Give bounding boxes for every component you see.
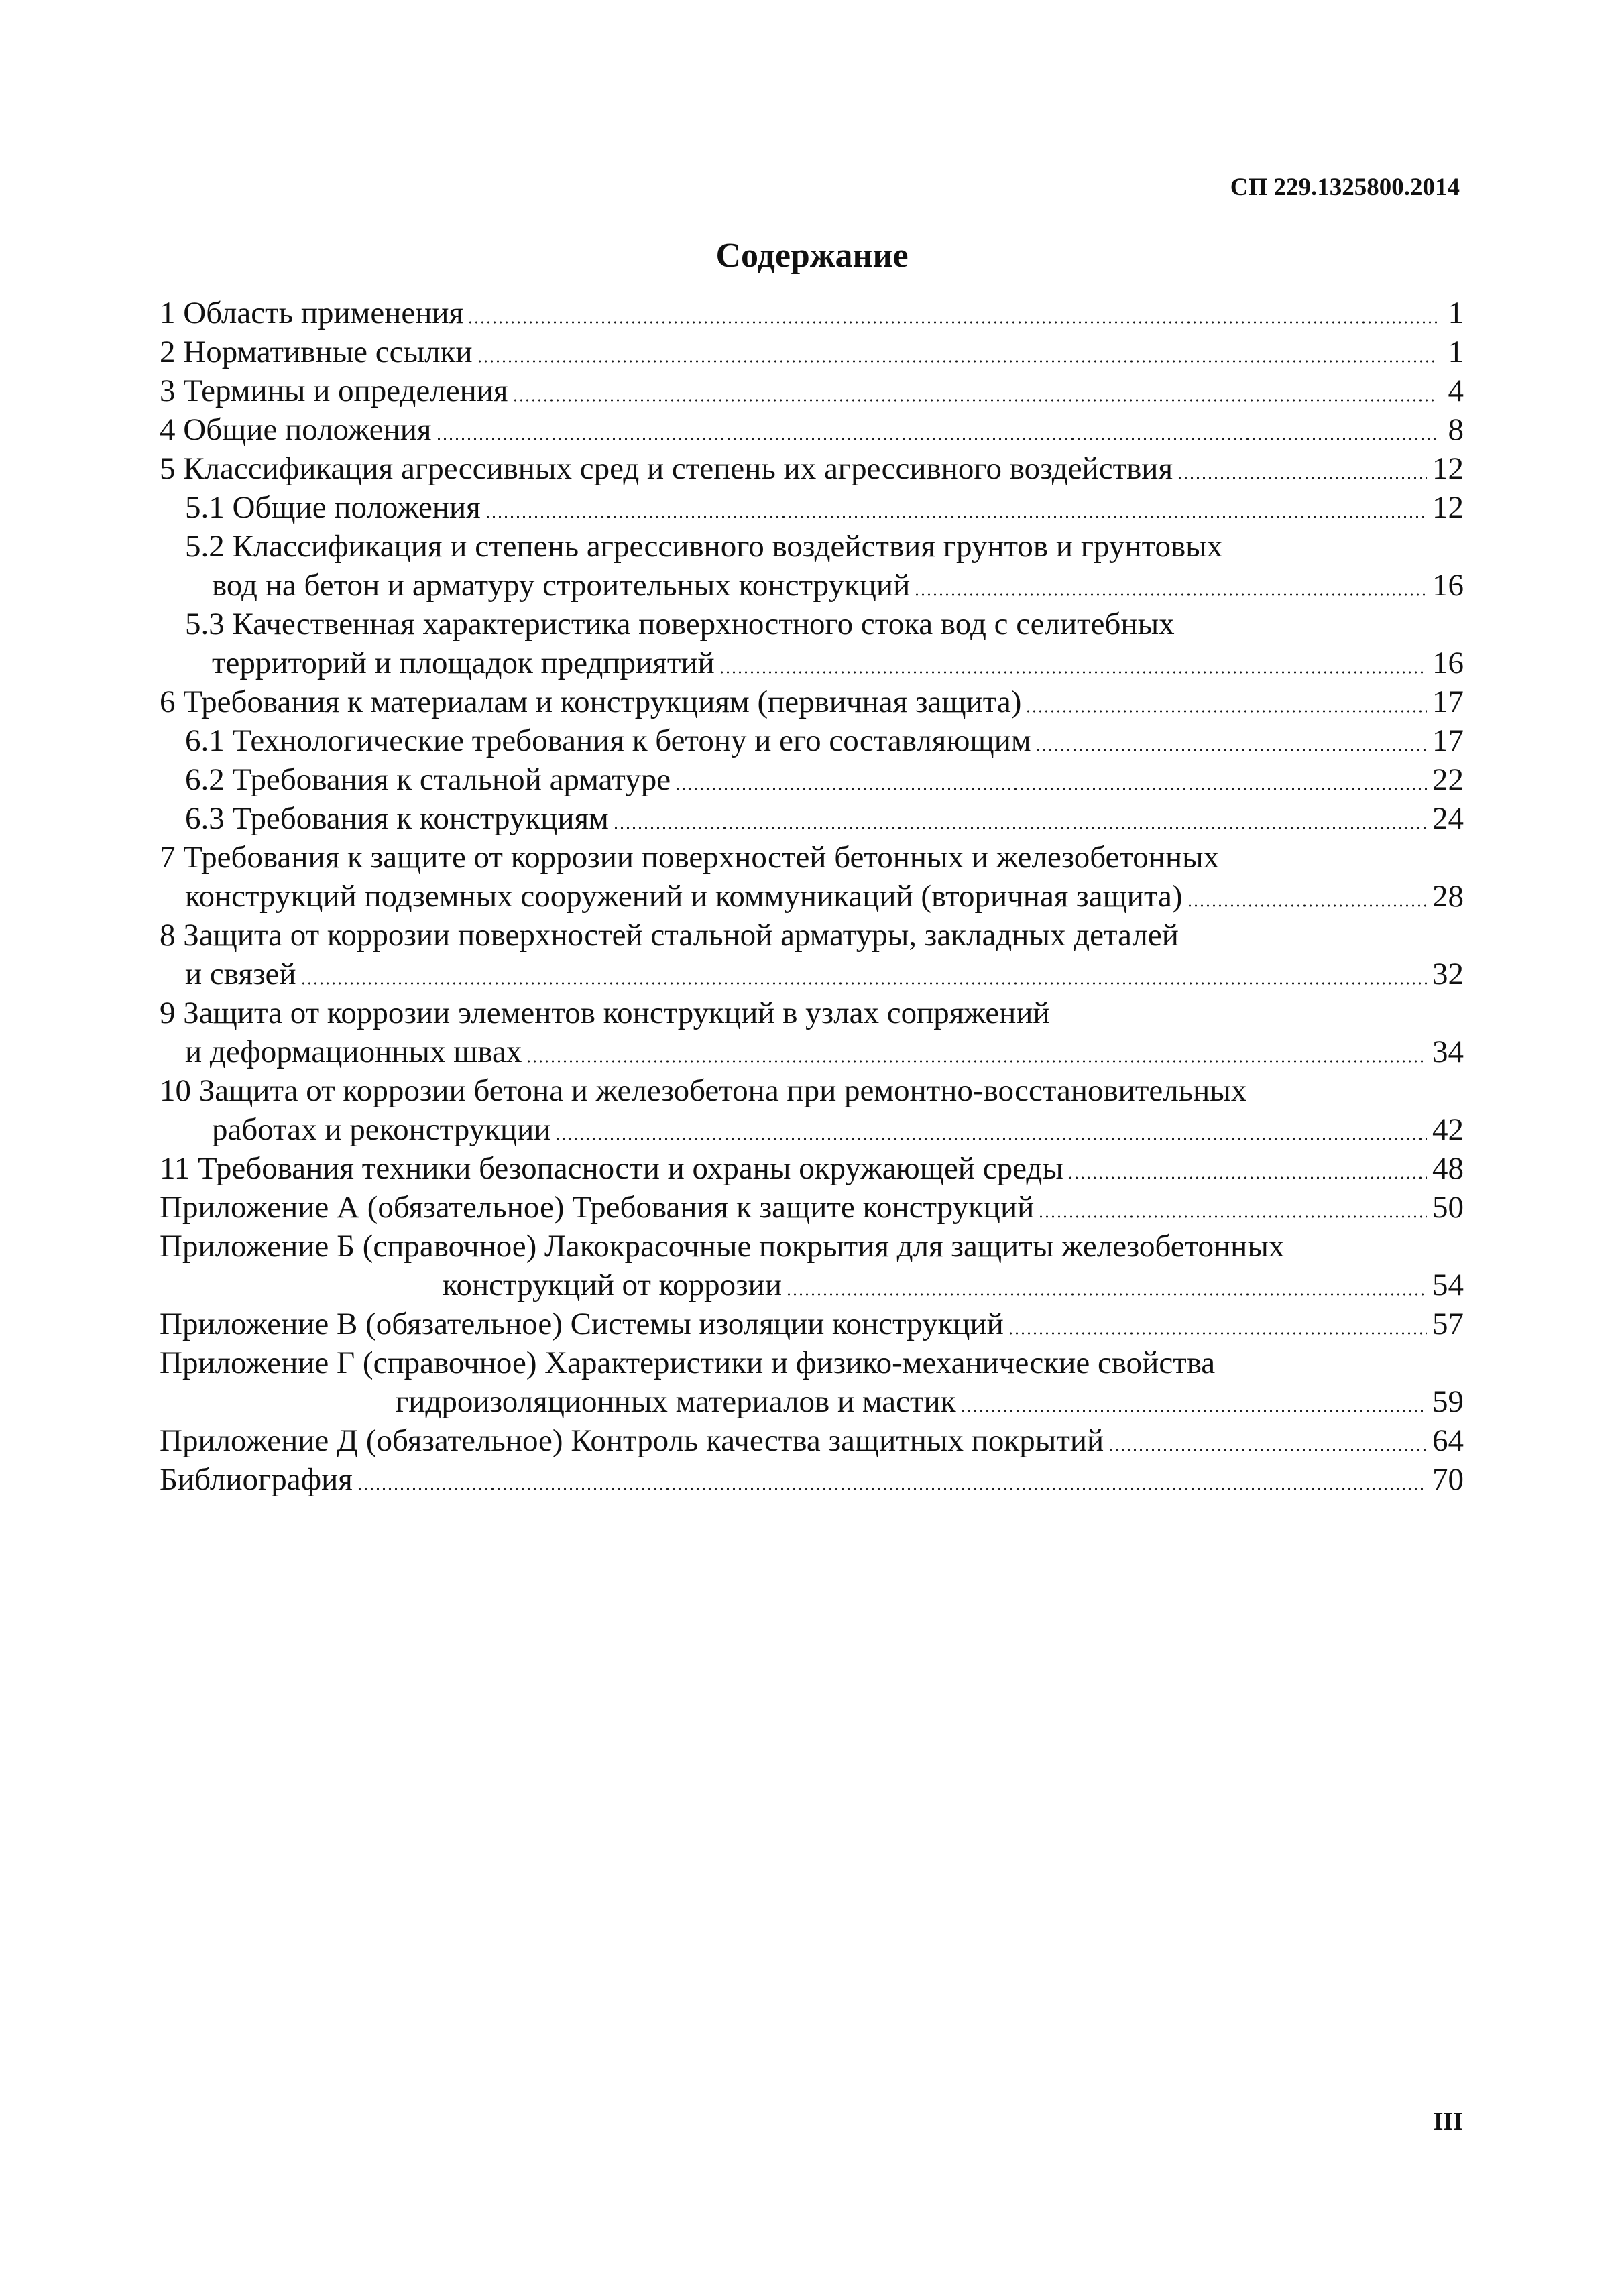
- toc-entry-text: вод на бетон и арматуру строительных конструкций: [212, 568, 911, 603]
- toc-entry-text: 9 Защита от коррозии элементов конструкций в узлах сопряжений: [160, 995, 1050, 1030]
- toc-entry: [160, 294, 1464, 333]
- dot-leader: [675, 788, 1427, 790]
- toc-entry-text: территорий и площадок предприятий: [212, 646, 715, 680]
- toc-entry: [160, 488, 1464, 527]
- toc-entry-text: 5 Классификация агрессивных сред и степень их агрессивного воздействия: [160, 451, 1173, 486]
- toc-entry-text: 10 Защита от коррозии бетона и железобетона при ремонтно-восстановительных: [160, 1073, 1247, 1108]
- toc-entry: [160, 1343, 1464, 1421]
- toc-entry-text: 6.3 Требования к конструкциям: [185, 801, 609, 836]
- dot-leader: [1108, 1449, 1427, 1451]
- toc-entry-text: 4 Общие положения: [160, 412, 432, 447]
- dot-leader: [357, 1488, 1427, 1490]
- toc-page-number: 57: [1432, 1307, 1464, 1341]
- toc-entry-text: 5.2 Классификация и степень агрессивного воздействия грунтов и грунтовых: [185, 529, 1223, 564]
- toc-entry: [160, 799, 1464, 838]
- toc-entry: [160, 410, 1464, 449]
- toc-entry: [160, 993, 1464, 1071]
- toc-entry-text: Приложение Д (обязательное) Контроль качества защитных покрытий: [160, 1423, 1104, 1458]
- toc-entry: [160, 1071, 1464, 1149]
- toc-entry-text: 2 Нормативные ссылки: [160, 335, 473, 369]
- toc-page-number: 32: [1432, 957, 1464, 991]
- toc-entry: [160, 333, 1464, 371]
- dot-leader: [613, 827, 1427, 829]
- toc-entry: [160, 1227, 1464, 1305]
- toc-page-number: 70: [1432, 1462, 1464, 1497]
- dot-leader: [1038, 1215, 1427, 1218]
- toc-page-number: 1: [1448, 335, 1464, 369]
- dot-leader: [960, 1410, 1427, 1412]
- dot-leader: [719, 671, 1427, 674]
- toc-entry: [160, 760, 1464, 799]
- toc-entry: [160, 1421, 1464, 1460]
- toc-page-number: 16: [1432, 568, 1464, 603]
- toc-page-number: 64: [1432, 1423, 1464, 1458]
- page-title: Содержание: [715, 237, 909, 275]
- toc-entry-text: Библиография: [160, 1462, 353, 1497]
- toc-page-number: 22: [1432, 762, 1464, 797]
- dot-leader: [555, 1138, 1427, 1140]
- toc-page-number: 50: [1432, 1190, 1464, 1225]
- dot-leader: [526, 1060, 1427, 1063]
- toc-entry: [160, 916, 1464, 993]
- toc-page-number: 17: [1432, 684, 1464, 719]
- toc-page-number: 12: [1432, 490, 1464, 525]
- dot-leader: [512, 399, 1438, 402]
- toc-entry-text: 6.2 Требования к стальной арматуре: [185, 762, 671, 797]
- toc-entry: [160, 682, 1464, 721]
- toc-entry: [160, 1149, 1464, 1188]
- toc-page-number: 8: [1448, 412, 1464, 447]
- toc-page-number: 4: [1448, 373, 1464, 408]
- toc-page-number: 24: [1432, 801, 1464, 836]
- toc-entry-text: Приложение А (обязательное) Требования к защите конструкций: [160, 1190, 1035, 1225]
- toc-page-number: 28: [1432, 879, 1464, 914]
- toc-entry-text: 11 Требования техники безопасности и охраны окружающей среды: [160, 1151, 1063, 1186]
- dot-leader: [485, 516, 1427, 518]
- toc-entry-text: и деформационных швах: [185, 1034, 522, 1069]
- toc-entry-text: работах и реконструкции: [212, 1112, 551, 1147]
- toc-entry-text: 1 Область применения: [160, 296, 464, 330]
- toc-page-number: 42: [1432, 1112, 1464, 1147]
- toc-page-number: 17: [1432, 723, 1464, 758]
- dot-leader: [436, 438, 1438, 440]
- toc-page-number: 16: [1432, 646, 1464, 680]
- toc-page-number: 12: [1432, 451, 1464, 486]
- toc-entry-text: конструкций от коррозии: [443, 1268, 782, 1303]
- dot-leader: [1067, 1176, 1427, 1179]
- dot-leader: [467, 321, 1438, 324]
- dot-leader: [1025, 710, 1427, 713]
- dot-leader: [300, 982, 1427, 985]
- table-of-contents: [160, 294, 1464, 1499]
- toc-entry: [160, 721, 1464, 760]
- toc-entry-text: 5.1 Общие положения: [185, 490, 481, 525]
- toc-entry-text: гидроизоляционных материалов и мастик: [396, 1384, 956, 1419]
- toc-entry-text: Приложение Б (справочное) Лакокрасочные покрытия для защиты железобетонных: [160, 1229, 1285, 1264]
- toc-entry: [160, 527, 1464, 605]
- toc-page-number: 1: [1448, 296, 1464, 330]
- toc-entry-text: 6.1 Технологические требования к бетону и его составляющим: [185, 723, 1031, 758]
- toc-entry: [160, 838, 1464, 916]
- toc-entry-text: и связей: [185, 957, 296, 991]
- dot-leader: [1177, 477, 1427, 479]
- dot-leader: [1008, 1332, 1427, 1335]
- toc-entry-text: 6 Требования к материалам и конструкциям (первичная защита): [160, 684, 1022, 719]
- toc-page-number: 34: [1432, 1034, 1464, 1069]
- toc-page-number: 48: [1432, 1151, 1464, 1186]
- toc-entry-text: Приложение Г (справочное) Характеристики и физико-механические свойства: [160, 1345, 1216, 1380]
- page-number: III: [1433, 2108, 1463, 2136]
- dot-leader: [1187, 904, 1427, 907]
- toc-entry: [160, 371, 1464, 410]
- document-code: СП 229.1325800.2014: [1230, 174, 1460, 201]
- toc-entry-text: 8 Защита от коррозии поверхностей стальной арматуры, закладных деталей: [160, 918, 1179, 953]
- toc-page-number: 54: [1432, 1268, 1464, 1303]
- toc-entry: [160, 605, 1464, 682]
- toc-entry-text: конструкций подземных сооружений и коммуникаций (вторичная защита): [185, 879, 1183, 914]
- toc-entry-text: 5.3 Качественная характеристика поверхностного стока вод с селитебных: [185, 607, 1175, 642]
- toc-entry-text: 7 Требования к защите от коррозии поверхностей бетонных и железобетонных: [160, 840, 1220, 875]
- dot-leader: [786, 1293, 1427, 1296]
- toc-entry-text: Приложение В (обязательное) Системы изоляции конструкций: [160, 1307, 1004, 1341]
- toc-entry: [160, 1188, 1464, 1227]
- toc-page-number: 59: [1432, 1384, 1464, 1419]
- toc-entry: [160, 449, 1464, 488]
- toc-entry: [160, 1460, 1464, 1499]
- dot-leader: [477, 360, 1438, 363]
- toc-entry: [160, 1305, 1464, 1343]
- toc-entry-text: 3 Термины и определения: [160, 373, 508, 408]
- dot-leader: [1035, 749, 1427, 751]
- dot-leader: [914, 593, 1427, 596]
